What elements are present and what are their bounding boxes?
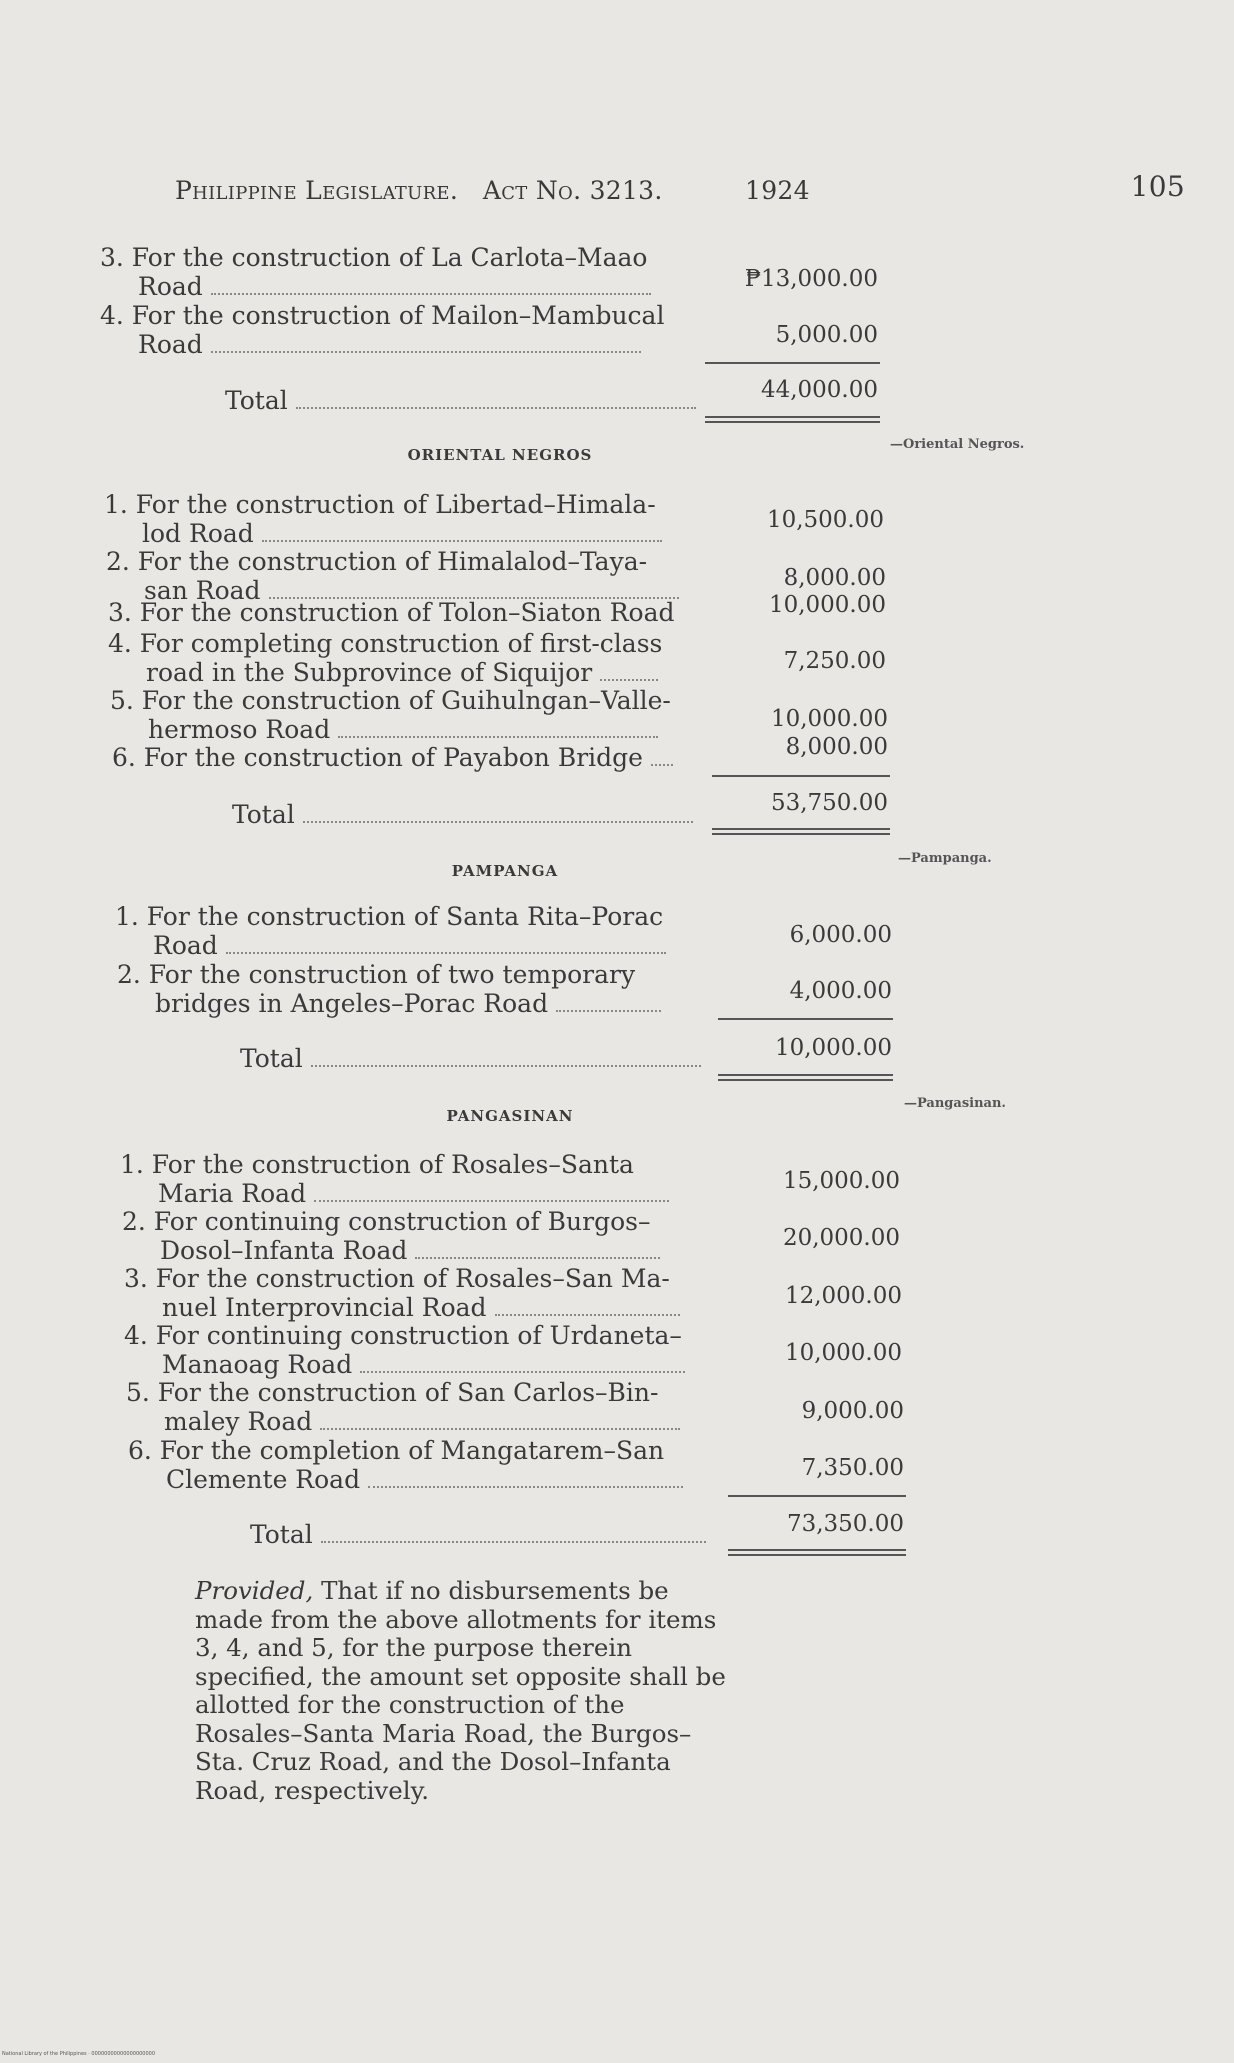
total-row — [240, 1044, 701, 1073]
item-line: 1. For the construction of Libertad–Himala- — [104, 490, 656, 519]
amount: 9,000.00 — [801, 1398, 904, 1424]
section-heading-oriental-negros: ORIENTAL NEGROS — [407, 446, 593, 464]
list-item — [117, 960, 661, 1018]
amount: 10,000.00 — [770, 706, 888, 732]
item-line-continued — [100, 330, 664, 359]
amount: 6,000.00 — [789, 922, 892, 948]
item-line: 3. For the construction of Tolon–Siaton Road — [108, 598, 675, 627]
list-item — [112, 743, 673, 772]
item-line-text: Clemente Road — [166, 1465, 361, 1494]
total-amount: 53,750.00 — [770, 790, 888, 816]
list-item — [108, 629, 662, 687]
list-item — [106, 547, 679, 605]
item-line-text: Road — [138, 330, 203, 359]
leader-dots — [314, 1200, 669, 1202]
leader-dots — [211, 293, 651, 295]
list-item — [120, 1150, 669, 1208]
list-item — [100, 243, 651, 301]
leader-dots — [651, 764, 673, 766]
margin-note: —Pangasinan. — [904, 1096, 1006, 1111]
margin-note: —Pampanga. — [898, 851, 992, 866]
item-line-continued — [115, 931, 666, 960]
item-line: 5. For the construction of San Carlos–Bin- — [126, 1378, 659, 1407]
amount: 10,000.00 — [784, 1340, 902, 1366]
list-item — [124, 1321, 685, 1379]
proviso-text: That if no disbursements be made from the above allotments for items 3, 4, and 5, for the purpose therein specified, the amount set opposite shall be allotted for the construction of the Rosales–Santa Maria Road, the Burgos–Sta. Cruz Road, and the Dosol–Infanta Road, respectively. — [195, 1576, 726, 1805]
running-head — [175, 176, 663, 205]
item-line-text: Road — [153, 931, 218, 960]
amount: 10,000.00 — [768, 592, 886, 618]
proviso-paragraph — [195, 1577, 735, 1805]
item-line: 2. For continuing construction of Burgos– — [122, 1207, 651, 1236]
amount: ₱13,000.00 — [744, 266, 878, 292]
item-line-text: road in the Subprovince of Siquijor — [146, 658, 593, 687]
item-line-text: Road — [138, 272, 203, 301]
amount: 7,350.00 — [801, 1455, 904, 1481]
item-line-continued — [100, 272, 651, 301]
leader-dots — [600, 679, 658, 681]
list-item — [124, 1264, 680, 1322]
item-line-text: Manaoag Road — [162, 1350, 353, 1379]
total-amount: 73,350.00 — [786, 1511, 904, 1537]
total-amount: 10,000.00 — [774, 1035, 892, 1061]
double-rule — [712, 828, 890, 835]
total-row — [232, 800, 693, 829]
leader-dots — [321, 1541, 706, 1543]
item-line-text: Maria Road — [158, 1179, 307, 1208]
sum-rule — [712, 775, 890, 777]
leader-dots — [226, 952, 666, 954]
leader-dots — [296, 407, 696, 409]
total-label: Total — [232, 800, 295, 829]
list-item — [110, 686, 671, 744]
sum-rule — [705, 362, 880, 364]
item-line-continued — [122, 1236, 660, 1265]
item-line-text: san Road — [144, 576, 261, 605]
total-label: Total — [225, 386, 288, 415]
list-item — [126, 1378, 680, 1436]
amount: 15,000.00 — [782, 1168, 900, 1194]
total-label: Total — [240, 1044, 303, 1073]
leader-dots — [311, 1065, 701, 1067]
list-item — [128, 1436, 683, 1494]
item-line-continued — [124, 1350, 685, 1379]
amount: 12,000.00 — [784, 1283, 902, 1309]
amount: 10,500.00 — [766, 507, 884, 533]
item-line: 4. For completing construction of first-class — [108, 629, 663, 658]
proviso-lead: Provided, — [195, 1576, 314, 1605]
item-line: 1. For the construction of Rosales–Santa — [120, 1150, 634, 1179]
item-line-text: lod Road — [142, 519, 254, 548]
item-line-text: Dosol–Infanta Road — [160, 1236, 408, 1265]
item-line: 3. For the construction of La Carlota–Maao — [100, 243, 648, 272]
list-item — [100, 301, 664, 359]
act-number: Act No. 3213. — [482, 176, 663, 205]
item-line: 6. For the construction of Payabon Bridge — [112, 743, 643, 772]
double-rule — [705, 416, 880, 423]
item-line: 4. For continuing construction of Urdaneta– — [124, 1321, 682, 1350]
leader-dots — [415, 1257, 660, 1259]
item-line-continued — [126, 1407, 680, 1436]
leader-dots — [368, 1486, 683, 1488]
item-line-text: hermoso Road — [148, 715, 331, 744]
item-line-continued — [124, 1293, 680, 1322]
section-heading-pampanga: PAMPANGA — [451, 862, 559, 880]
item-line: 2. For the construction of two temporary — [117, 960, 636, 989]
amount: 4,000.00 — [789, 978, 892, 1004]
amount: 8,000.00 — [783, 565, 886, 591]
act-year: 1924 — [745, 176, 810, 205]
list-item — [115, 902, 666, 960]
item-line-text: bridges in Angeles–Porac Road — [155, 989, 549, 1018]
total-row — [225, 386, 696, 415]
item-line: 3. For the construction of Rosales–San Ma- — [124, 1264, 670, 1293]
item-line: 6. For the completion of Mangatarem–San — [128, 1436, 665, 1465]
amount: 20,000.00 — [782, 1225, 900, 1251]
item-line-text: maley Road — [164, 1407, 313, 1436]
leader-dots — [338, 736, 658, 738]
leader-dots — [211, 351, 641, 353]
sum-rule — [728, 1495, 906, 1497]
total-row — [250, 1520, 706, 1549]
total-label: Total — [250, 1520, 313, 1549]
list-item — [108, 598, 674, 627]
page-number: 105 — [1130, 170, 1185, 203]
item-line-text: nuel Interprovincial Road — [162, 1293, 487, 1322]
margin-note: —Oriental Negros. — [890, 437, 1025, 452]
item-line-continued — [110, 715, 671, 744]
double-rule — [728, 1549, 906, 1556]
running-title: Philippine Legislature. — [175, 176, 459, 205]
sum-rule — [718, 1018, 893, 1020]
leader-dots — [495, 1314, 680, 1316]
item-line-continued — [104, 519, 662, 548]
item-line-continued — [117, 989, 661, 1018]
double-rule — [718, 1074, 893, 1081]
leader-dots — [556, 1010, 661, 1012]
item-line-continued — [120, 1179, 669, 1208]
item-line-continued — [108, 658, 662, 687]
leader-dots — [320, 1428, 680, 1430]
item-line-row — [112, 743, 673, 772]
total-amount: 44,000.00 — [760, 377, 878, 403]
item-line-continued — [128, 1465, 683, 1494]
item-line: 4. For the construction of Mailon–Mambucal — [100, 301, 665, 330]
amount: 5,000.00 — [775, 322, 878, 348]
leader-dots — [303, 821, 693, 823]
leader-dots — [360, 1371, 685, 1373]
item-line: 1. For the construction of Santa Rita–Porac — [115, 902, 664, 931]
amount: 8,000.00 — [785, 734, 888, 760]
amount: 7,250.00 — [783, 648, 886, 674]
item-line: 2. For the construction of Himalalod–Taya- — [106, 547, 648, 576]
leader-dots — [262, 540, 662, 542]
list-item — [104, 490, 662, 548]
item-line: 5. For the construction of Guihulngan–Valle- — [110, 686, 671, 715]
scan-footer: National Library of the Philippines · 00000000000000000000 — [2, 2051, 156, 2057]
list-item — [122, 1207, 660, 1265]
section-heading-pangasinan: PANGASINAN — [446, 1107, 574, 1125]
